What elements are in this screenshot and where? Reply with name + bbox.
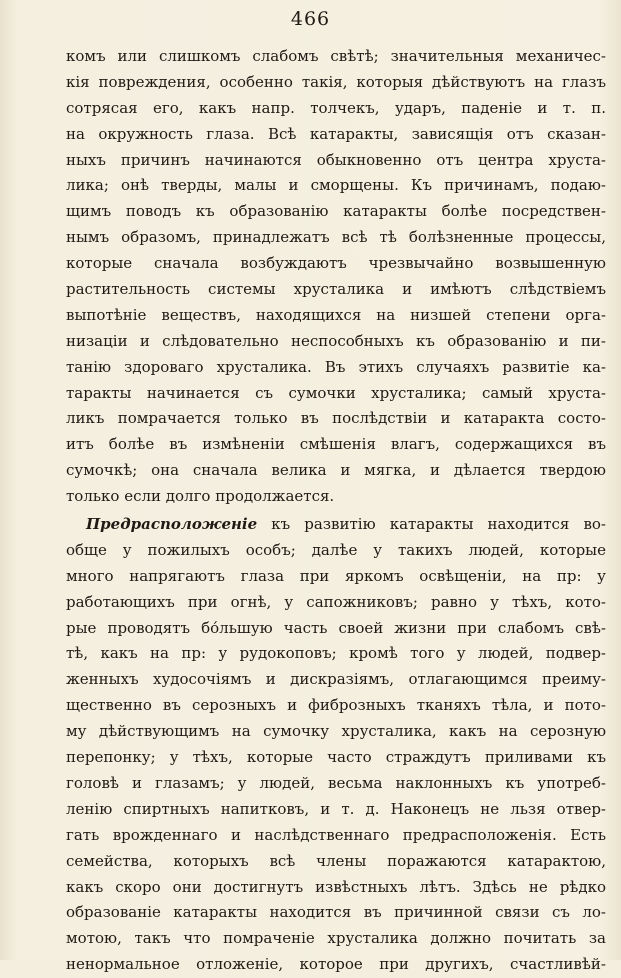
text-line [66,512,606,538]
text-line: на окружность глаза. Всѣ катаракты, зависящія отъ сказан- [66,124,606,143]
text-line: перепонку; у тѣхъ, которые часто страждутъ приливами къ [66,748,606,767]
text-line: обще у пожилыхъ особъ; далѣе у такихъ людей, которые [66,540,606,559]
page-number: 466 [290,8,331,30]
text-line: итъ болѣе въ измѣненіи смѣшенія влагъ, содержащихся въ [66,435,606,454]
text-line: работающихъ при огнѣ, у сапожниковъ; равно у тѣхъ, кото- [66,592,606,611]
text-line: ликъ помрачается только въ послѣдствіи и катаракта состо- [66,409,606,428]
text-line: танію здороваго хрусталика. Въ этихъ случаяхъ развитіе ка- [66,357,606,376]
text-line: тѣ, какъ на пр: у рудокоповъ; кромѣ того у людей, подвер- [66,644,606,663]
text-line: му дѣйствующимъ на сумочку хрусталика, какъ на серозную [66,722,606,741]
text-line: щественно въ серозныхъ и фиброзныхъ тканяхъ тѣла, и пото- [66,696,606,715]
text-line: образованіе катаракты находится въ причинной связи съ ло- [66,903,606,922]
text-line: нымъ образомъ, принадлежатъ всѣ тѣ болѣзненные процессы, [66,228,606,247]
text-line: рые проводятъ бо́льшую часть своей жизни при слабомъ свѣ- [66,618,606,637]
text-line: женныхъ худосочіямъ и дискразіямъ, отлагающимся преиму- [66,670,606,689]
text-line: кія повреждения, особенно такія, которыя дѣйствуютъ на глазъ [66,72,606,91]
text-line: ненормальное отложеніе, которое при другихъ, счастливѣй- [66,955,606,974]
text-line: мотою, такъ что помраченіе хрусталика должно почитать за [66,929,606,948]
text-line: растительность системы хрусталика и имѣютъ слѣдствіемъ [66,280,606,299]
text-line: низаціи и слѣдовательно неспособныхъ къ образованію и пи- [66,331,606,350]
text-line: много напрягаютъ глаза при яркомъ освѣщеніи, на пр: у [66,566,606,585]
text-line: щимъ поводъ къ образованію катаракты болѣе посредствен- [66,202,606,221]
text-line: ныхъ причинъ начинаются обыкновенно отъ центра хруста- [66,150,606,169]
text-line: сумочкѣ; она сначала велика и мягка, и дѣлается твердою [66,461,606,480]
text-line: сотрясая его, какъ напр. толчекъ, ударъ, паденіе и т. п. [66,98,606,117]
text-body [66,44,606,978]
text-line: таракты начинается съ сумочки хрусталика; самый хруста- [66,383,606,402]
text-line: какъ скоро они достигнутъ извѣстныхъ лѣтъ. Здѣсь не рѣдко [66,877,606,896]
text-line: гать врожденнаго и наслѣдственнаго предрасположенія. Есть [66,825,606,844]
text-line: выпотѣніе веществъ, находящихся на низшей степени орга- [66,305,606,324]
text-line: семейства, которыхъ всѣ члены поражаются катарактою, [66,851,606,870]
paragraph-predisposition [66,512,606,978]
paragraph-causes [66,44,606,510]
text-line-rest: къ развитію катаракты находится во- [257,515,606,534]
text-line: которые сначала возбуждаютъ чрезвычайно возвышенную [66,254,606,273]
term-predisposition: Предрасположеніе [86,515,258,534]
text-line: ленію спиртныхъ напитковъ, и т. д. Наконецъ не льзя отвер- [66,799,606,818]
text-line: комъ или слишкомъ слабомъ свѣтѣ; значительныя механичес- [66,47,606,65]
text-line: только если долго продолжается. [66,487,335,506]
text-line: лика; онѣ тверды, малы и сморщены. Къ причинамъ, подаю- [66,176,606,195]
text-line: головѣ и глазамъ; у людей, весьма наклонныхъ къ употреб- [66,773,606,792]
